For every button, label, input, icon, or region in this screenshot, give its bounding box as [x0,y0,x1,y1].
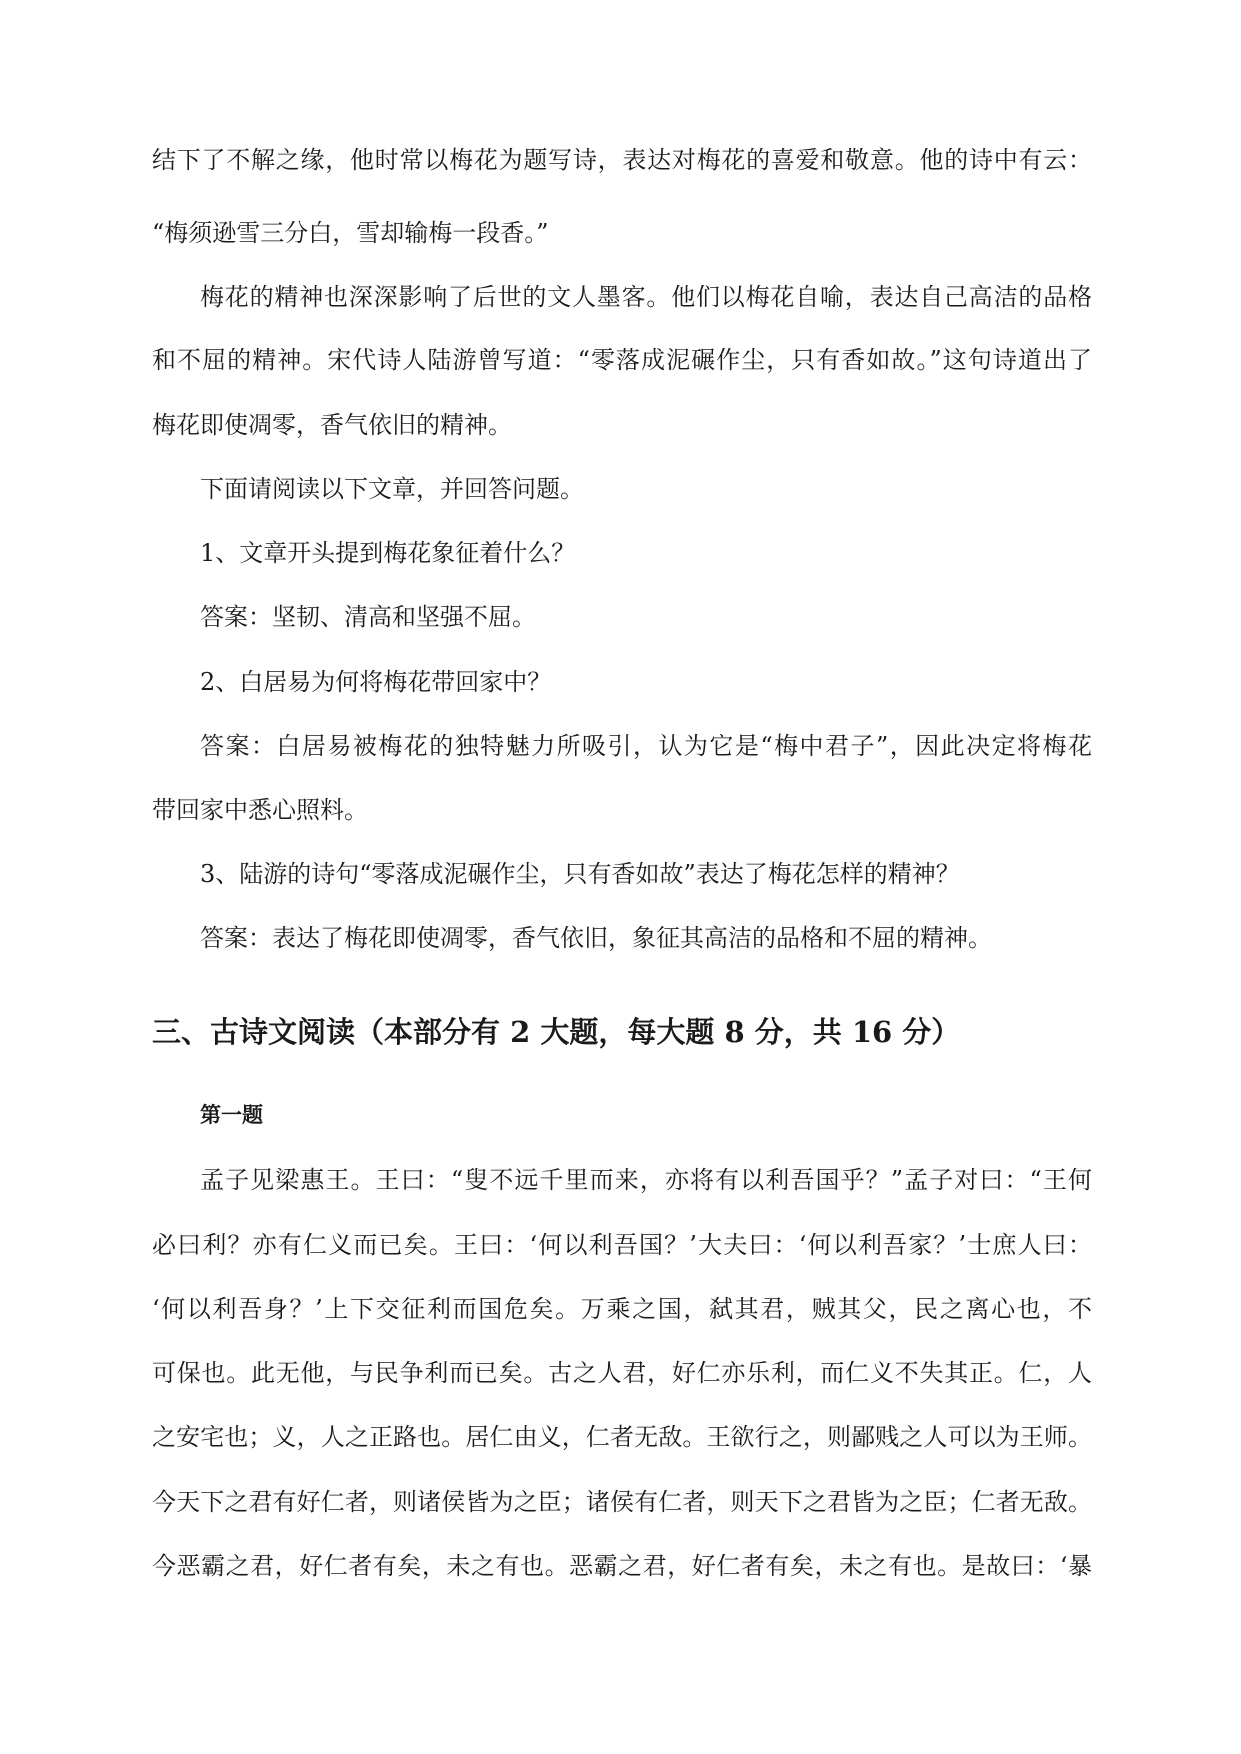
answer-text: 答案：坚韧、清高和坚强不屈。 [200,603,536,631]
classical-text-line: 可保也。此无他，与民争利而已矣。古之人君，好仁亦乐利，而仁义不失其正。仁，人 [152,1359,1092,1387]
subsection-heading: 第一题 [200,1102,263,1127]
classical-text-line: 之安宅也；义，人之正路也。居仁由义，仁者无敌。王欲行之，则鄙贱之人可以为王师。 [152,1423,1092,1451]
paragraph-line: 梅花的精神也深深影响了后世的文人墨客。他们以梅花自喻，表达自己高洁的品格 [200,283,1092,311]
classical-text-line: ‘何以利吾身？’上下交征利而国危矣。万乘之国，弑其君，贼其父，民之离心也，不 [152,1295,1092,1323]
answer-text: 答案：白居易被梅花的独特魅力所吸引，认为它是“梅中君子”，因此决定将梅花 [200,732,1092,760]
question-text: 2、白居易为何将梅花带回家中？ [200,668,552,696]
section-heading: 三、古诗文阅读（本部分有 2 大题，每大题 8 分，共 16 分） [152,1015,961,1049]
instruction-text: 下面请阅读以下文章，并回答问题。 [200,475,584,503]
classical-text-line: 今恶霸之君，好仁者有矣，未之有也。恶霸之君，好仁者有矣，未之有也。是故曰：‘暴 [152,1552,1092,1580]
question-text: 1、文章开头提到梅花象征着什么？ [200,539,576,567]
classical-text-line: 孟子见梁惠王。王曰：“叟不远千里而来，亦将有以利吾国乎？”孟子对曰：“王何 [200,1166,1092,1194]
question-text: 3、陆游的诗句“零落成泥碾作尘，只有香如故”表达了梅花怎样的精神？ [200,860,960,888]
passage-line: 结下了不解之缘，他时常以梅花为题写诗，表达对梅花的喜爱和敬意。他的诗中有云： [152,146,1092,174]
classical-text-line: 今天下之君有好仁者，则诸侯皆为之臣；诸侯有仁者，则天下之君皆为之臣；仁者无敌。 [152,1488,1092,1516]
answer-text: 答案：表达了梅花即使凋零，香气依旧，象征其高洁的品格和不屈的精神。 [200,924,992,952]
classical-text-line: 必曰利？亦有仁义而已矣。王曰：‘何以利吾国？’大夫曰：‘何以利吾家？’士庶人曰： [152,1231,1092,1259]
paragraph-line: 梅花即使凋零，香气依旧的精神。 [152,411,512,439]
passage-line: “梅须逊雪三分白，雪却输梅一段香。” [152,219,549,247]
answer-text: 带回家中悉心照料。 [152,796,368,824]
paragraph-line: 和不屈的精神。宋代诗人陆游曾写道：“零落成泥碾作尘，只有香如故。”这句诗道出了 [152,346,1092,374]
